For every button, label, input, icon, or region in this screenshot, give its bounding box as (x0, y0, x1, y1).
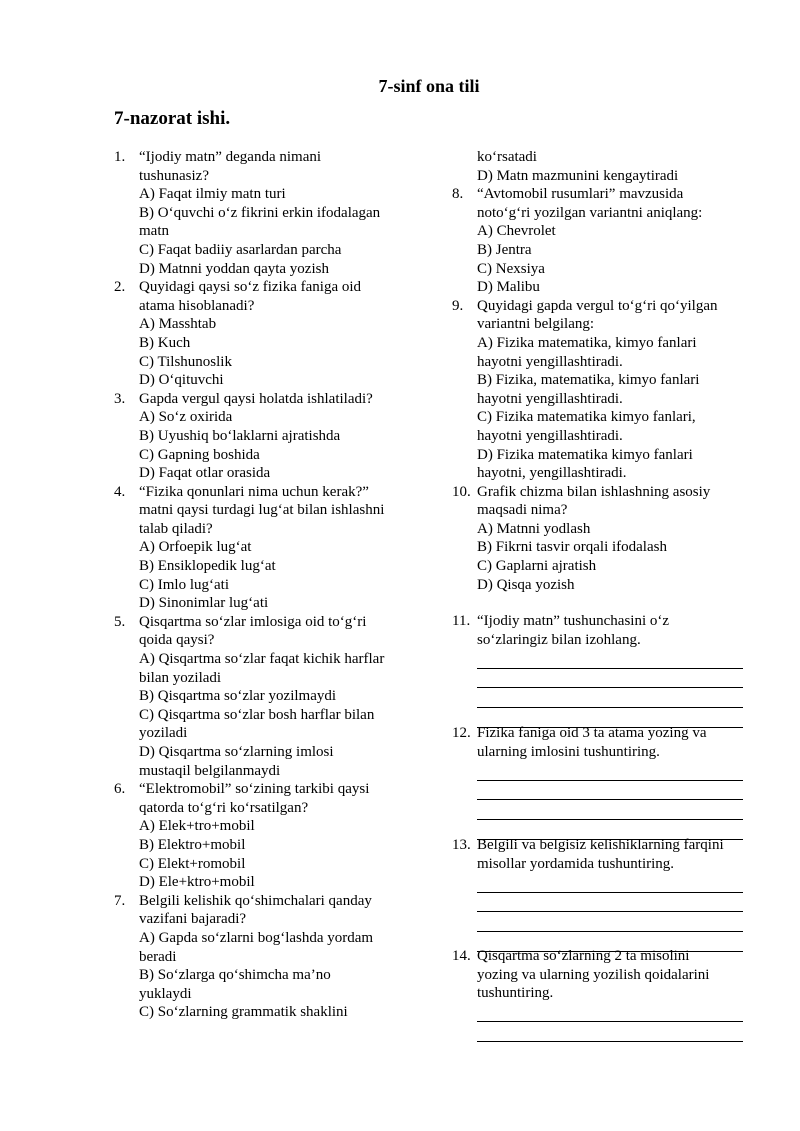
question-number: 2. (114, 279, 126, 296)
question-item (114, 483, 414, 613)
question-body (477, 612, 752, 649)
question-body (139, 892, 414, 1022)
test-subtitle: 7-nazorat ishi. (114, 108, 231, 129)
question-line: B) Kuch (139, 334, 191, 351)
open-question-14 (452, 947, 752, 1042)
question-body (477, 148, 752, 185)
question-line: mustaqil belgilanmaydi (139, 762, 281, 779)
answer-lines (477, 1003, 752, 1042)
question-line: A) Qisqartma so‘zlar faqat kichik harflar (139, 651, 385, 668)
question-body (139, 148, 414, 278)
right-column (452, 148, 752, 594)
question-body (139, 613, 414, 780)
question-line: B) Qisqartma so‘zlar yozilmaydi (139, 688, 337, 705)
question-number: 12. (452, 725, 471, 741)
question-item (114, 148, 414, 278)
question-body (139, 483, 414, 613)
question-line: B) Jentra (477, 241, 532, 258)
answer-lines (477, 761, 752, 839)
answer-line[interactable] (477, 912, 743, 932)
question-line: “Ijodiy matn” tushunchasini o‘z (477, 613, 670, 629)
question-line: A) Faqat ilmiy matn turi (139, 186, 286, 203)
question-line: C) Imlo lug‘ati (139, 576, 229, 593)
question-line: ularning imlosini tushuntiring. (477, 743, 660, 760)
question-item (114, 892, 414, 1022)
left-column (114, 148, 414, 1022)
question-line: hayotni yengillashtiradi. (477, 353, 623, 370)
question-line: A) Matnni yodlash (477, 520, 591, 537)
question-item (452, 148, 752, 185)
question-line: A) Elek+tro+mobil (139, 818, 255, 835)
question-item (452, 185, 752, 297)
question-line: A) Fizika matematika, kimyo fanlari (477, 334, 697, 351)
question-line: A) So‘z oxirida (139, 409, 233, 426)
question-line: A) Gapda so‘zlarni bog‘lashda yordam (139, 929, 374, 946)
answer-line[interactable] (477, 873, 743, 893)
question-line: matni qaysi turdagi lug‘at bilan ishlashni (139, 502, 385, 519)
question-line: tushuntiring. (477, 985, 554, 1002)
question-number: 10. (452, 483, 471, 500)
question-line: B) Elektro+mobil (139, 836, 246, 853)
question-line: C) Gaplarni ajratish (477, 558, 597, 575)
question-line: D) Qisqa yozish (477, 576, 575, 593)
question-number: 7. (114, 892, 126, 909)
question-line: Grafik chizma bilan ishlashning asosiy (477, 483, 711, 500)
question-body (139, 390, 414, 483)
page-title: 7-sinf ona tili (378, 76, 480, 96)
answer-line[interactable] (477, 688, 743, 708)
question-line: Fizika faniga oid 3 ta atama yozing va (477, 725, 707, 741)
open-question-12 (452, 724, 752, 840)
question-body (139, 278, 414, 390)
question-line: C) Qisqartma so‘zlar bosh harflar bilan (139, 706, 375, 723)
question-line: A) Masshtab (139, 316, 217, 333)
question-line: A) Orfoepik lug‘at (139, 539, 252, 556)
question-line: D) Qisqartma so‘zlarning imlosi (139, 744, 334, 760)
question-line: B) O‘quvchi o‘z fikrini erkin ifodalagan (139, 204, 381, 221)
question-line: matn (139, 223, 169, 240)
open-question-item (452, 947, 752, 1003)
question-item (114, 780, 414, 892)
question-line: Qisqartma so‘zlar imlosiga oid to‘g‘ri (139, 613, 367, 630)
answer-line[interactable] (477, 761, 743, 781)
question-line: C) Tilshunoslik (139, 353, 232, 370)
question-number: 14. (452, 948, 471, 964)
question-line: noto‘g‘ri yozilgan variantni aniqlang: (477, 204, 703, 221)
question-item (114, 278, 414, 390)
question-line: B) Ensiklopedik lug‘at (139, 558, 276, 575)
answer-line[interactable] (477, 1003, 743, 1023)
question-line: vazifani bajaradi? (139, 911, 247, 928)
question-number: 4. (114, 483, 126, 500)
open-question-13 (452, 836, 752, 952)
question-body (477, 483, 752, 595)
answer-line[interactable] (477, 1022, 743, 1042)
answer-line[interactable] (477, 649, 743, 669)
question-line: D) Ele+ktro+mobil (139, 874, 255, 891)
question-body (477, 297, 752, 483)
question-line: C) Fizika matematika kimyo fanlari, (477, 409, 696, 426)
question-number: 13. (452, 837, 471, 853)
question-line: D) Faqat otlar orasida (139, 465, 271, 482)
question-line: Belgili kelishik qo‘shimchalari qanday (139, 892, 372, 909)
question-number: 1. (114, 149, 126, 165)
question-line: “Elektromobil” so‘zining tarkibi qaysi (139, 781, 370, 798)
question-line: qoida qaysi? (139, 632, 215, 649)
question-line: yuklaydi (139, 985, 192, 1002)
question-body (477, 836, 752, 873)
question-line: hayotni yengillashtiradi. (477, 390, 623, 407)
question-line: B) So‘zlarga qo‘shimcha ma’no (139, 967, 331, 984)
question-body (139, 780, 414, 892)
question-line: C) So‘zlarning grammatik shaklini (139, 1004, 348, 1021)
question-line: yozing va ularning yozilish qoidalarini (477, 966, 710, 983)
question-number (452, 148, 477, 185)
answer-lines (477, 649, 752, 727)
question-body (477, 185, 752, 297)
answer-lines (477, 873, 752, 951)
question-line: D) Matnni yoddan qayta yozish (139, 260, 329, 277)
question-line: hayotni, yengillashtiradi. (477, 465, 627, 482)
question-line: misollar yordamida tushuntiring. (477, 855, 675, 872)
question-line: tushunasiz? (139, 167, 209, 184)
answer-line[interactable] (477, 781, 743, 801)
open-question-item (452, 612, 752, 649)
question-line: D) Malibu (477, 279, 540, 296)
open-question-item (452, 724, 752, 761)
question-line: B) Fizika, matematika, kimyo fanlari (477, 372, 700, 389)
question-number: 3. (114, 390, 126, 407)
answer-line[interactable] (477, 800, 743, 820)
question-line: atama hisoblanadi? (139, 297, 255, 314)
question-item (114, 613, 414, 780)
question-number: 5. (114, 613, 126, 630)
question-body (477, 724, 752, 761)
question-line: A) Chevrolet (477, 223, 556, 240)
question-line: “Avtomobil rusumlari” mavzusida (477, 186, 684, 203)
question-body (477, 947, 752, 1003)
question-line: C) Gapning boshida (139, 446, 260, 463)
question-line: qatorda to‘g‘ri ko‘rsatilgan? (139, 799, 309, 816)
question-number: 8. (452, 186, 464, 203)
question-line: bilan yoziladi (139, 669, 222, 686)
question-line: yoziladi (139, 725, 188, 742)
question-line: Quyidagi qaysi so‘z fizika faniga oid (139, 279, 362, 296)
question-line: beradi (139, 948, 177, 965)
open-question-item (452, 836, 752, 873)
question-item (452, 483, 752, 595)
question-line: Qisqartma so‘zlarning 2 ta misolini (477, 948, 690, 964)
question-number: 9. (452, 297, 464, 314)
open-question-11 (452, 612, 752, 728)
question-line: D) Matn mazmunini kengaytiradi (477, 167, 679, 184)
question-line: C) Faqat badiiy asarlardan parcha (139, 241, 342, 258)
question-line: “Fizika qonunlari nima uchun kerak?” (139, 483, 369, 500)
question-line: so‘zlaringiz bilan izohlang. (477, 631, 641, 648)
question-number: 6. (114, 781, 126, 798)
question-line: Gapda vergul qaysi holatda ishlatiladi? (139, 390, 373, 407)
question-line: “Ijodiy matn” deganda nimani (139, 149, 322, 165)
question-line: C) Elekt+romobil (139, 855, 246, 872)
answer-line[interactable] (477, 669, 743, 689)
question-line: variantni belgilang: (477, 316, 595, 333)
question-line: hayotni yengillashtiradi. (477, 427, 623, 444)
question-item (452, 297, 752, 483)
answer-line[interactable] (477, 893, 743, 913)
question-line: D) O‘qituvchi (139, 372, 224, 389)
question-line: D) Fizika matematika kimyo fanlari (477, 446, 693, 463)
question-line: talab qiladi? (139, 520, 213, 537)
question-line: B) Fikrni tasvir orqali ifodalash (477, 539, 667, 556)
question-line: Belgili va belgisiz kelishiklarning farqini (477, 837, 724, 853)
question-line: Quyidagi gapda vergul to‘g‘ri qo‘yilgan (477, 297, 718, 314)
question-line: maqsadi nima? (477, 502, 568, 519)
question-line: B) Uyushiq bo‘laklarni ajratishda (139, 427, 341, 444)
question-item (114, 390, 414, 483)
question-number: 11. (452, 613, 471, 629)
question-line: C) Nexsiya (477, 260, 545, 277)
question-line: D) Sinonimlar lug‘ati (139, 595, 269, 612)
question-line: ko‘rsatadi (477, 149, 537, 165)
